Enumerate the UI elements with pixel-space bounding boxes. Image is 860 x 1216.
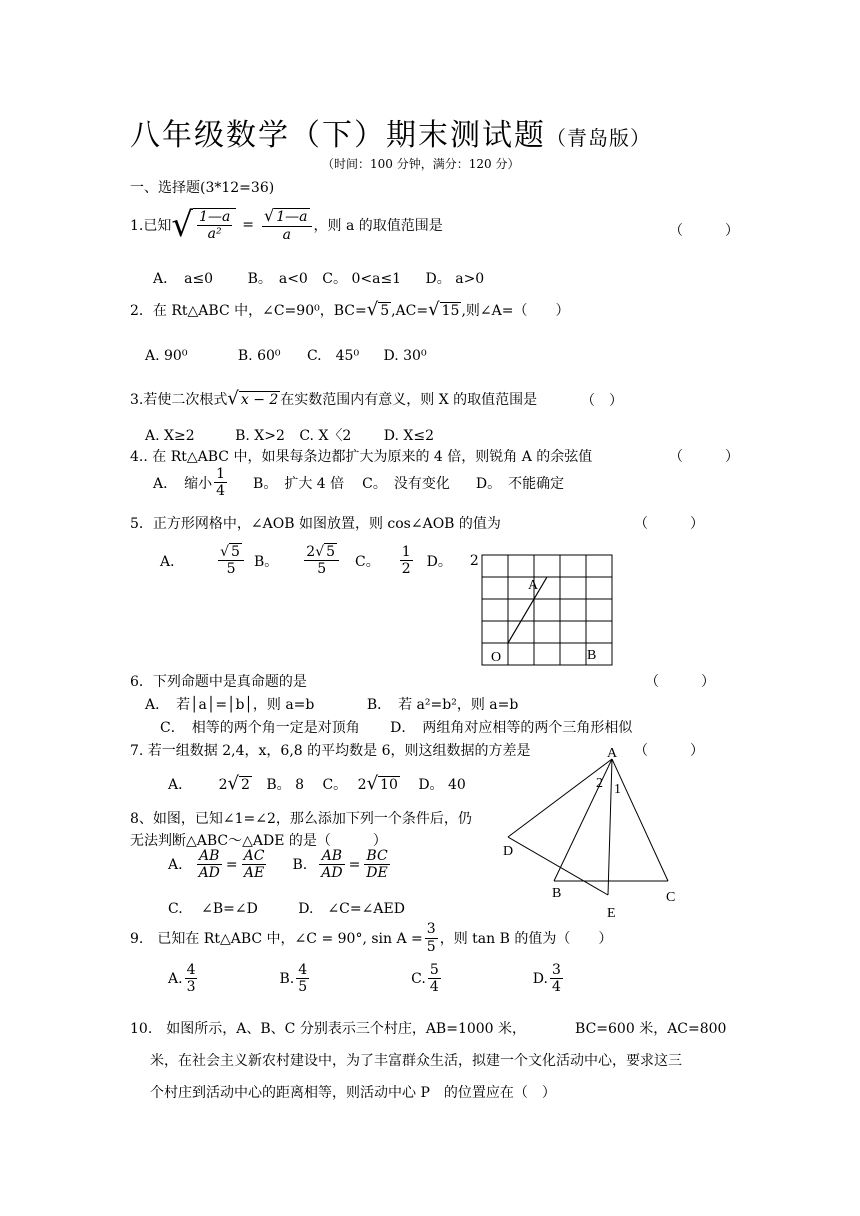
q2-option-b: B. 60⁰	[237, 348, 281, 364]
question-5: 5．正方形网格中，∠AOB 如图放置，则 cos∠AOB 的值为	[130, 516, 501, 532]
segment-ab	[554, 759, 612, 881]
vertex-e-label: E	[607, 906, 616, 921]
q8-option-a-d2: AE	[243, 865, 265, 882]
vertex-b-label: B	[552, 886, 562, 901]
q9-option-c: C.	[411, 970, 426, 987]
q9-option-a-num: 4	[186, 962, 196, 978]
q3-lead: 3.若使二次根式	[130, 392, 228, 408]
q2-option-d: D. 30⁰	[383, 348, 427, 364]
q5-option-a-num: 5	[231, 544, 240, 560]
q9-option-a: A.	[168, 970, 183, 987]
q9-option-b-den: 5	[298, 979, 308, 996]
question-6: 6．下列命题中是真命题的是	[130, 674, 307, 690]
q9-option-d-num: 3	[551, 962, 561, 978]
question-3: 3.若使二次根式√ x − 2 在实数范围内有意义，则 X 的取值范围是	[130, 388, 538, 409]
question-2: 2．在 Rt△ABC 中，∠C=90⁰，BC=√ 5 ,AC=√ 15 ,则∠A=（ ）	[130, 299, 570, 320]
angle-2-label: 2	[596, 776, 603, 791]
q9-option-d: D.	[532, 970, 548, 987]
q9-option-d-den: 4	[551, 979, 561, 996]
q6-option-c: C． 相等的两个角一定是对顶角	[160, 720, 360, 736]
vertex-a-label: A	[607, 746, 618, 761]
point-a-label: A	[528, 578, 539, 593]
point-o-label: O	[491, 650, 502, 665]
q3-options	[145, 425, 434, 445]
q7-option-c-coef: 2	[357, 777, 367, 793]
q1-options	[153, 268, 484, 288]
q9-option-b-num: 4	[298, 962, 308, 978]
q1-rden: a	[282, 226, 291, 243]
q1-option-d: D。 a>0	[425, 271, 485, 287]
q3-option-d: D. X≤2	[383, 428, 435, 444]
q1-option-a: A． a≤0	[153, 271, 214, 287]
q5-option-a: A．	[160, 553, 185, 570]
q5-option-c-den: 2	[401, 561, 411, 578]
q8-option-d: D. ∠C=∠AED	[298, 901, 405, 917]
q2-mid: ,AC=	[391, 303, 429, 319]
q1-option-b: B。 a<0	[247, 271, 308, 287]
q5-grid-figure	[480, 553, 615, 668]
q9-option-c-num: 5	[429, 962, 439, 978]
q9-option-a-den: 3	[186, 979, 196, 996]
q5-answer-bracket: （ ）	[634, 516, 704, 532]
q9-sin-den: 5	[426, 938, 436, 955]
q4-option-b: B。 扩大 4 倍	[253, 475, 345, 492]
q8-option-b-d2: DE	[366, 865, 388, 882]
question-10-line-1: 10. 如图所示，A、B、C 分别表示三个村庄，AB=1000 米， BC=600 米，AC=800	[130, 1021, 727, 1037]
q3-radicand: x − 2	[240, 392, 279, 408]
q8-option-b-n2: BC	[364, 848, 389, 865]
q6-option-d: D． 两组角对应相等的两个三角形相似	[390, 720, 633, 736]
vertex-c-label: C	[666, 890, 676, 905]
question-8-line-1: 8、如图，已知∠1=∠2，那么添加下列一个条件后，仍	[130, 811, 472, 827]
q9-option-c-den: 4	[429, 979, 439, 996]
q8-option-a: A.	[168, 856, 183, 873]
q8-option-a-d1: AD	[198, 865, 220, 882]
q6-options-row-2	[160, 717, 632, 737]
q8-option-a-n2: AC	[243, 848, 265, 864]
q8-option-b-n1: AB	[319, 848, 344, 865]
q1-answer-bracket: （ ）	[669, 223, 739, 239]
q2-option-a: A. 90⁰	[145, 348, 188, 364]
q6-option-b: B． 若 a²=b²，则 a=b	[366, 697, 519, 713]
q5-option-b: B。	[253, 553, 279, 570]
q3-option-b: B. X>2	[235, 428, 285, 444]
q4-option-c: C。 没有变化	[362, 475, 450, 492]
q3-tail: 在实数范围内有意义，则 X 的取值范围是	[280, 392, 538, 408]
q5-option-d: D。	[426, 553, 452, 570]
q7-option-a: A．	[168, 777, 193, 793]
q8-option-c: C. ∠B=∠D	[168, 901, 258, 917]
segment-ae	[608, 759, 612, 895]
q4-options	[153, 466, 564, 499]
q8-options-row-2	[168, 898, 405, 918]
segment-ac	[612, 759, 668, 881]
q4-option-a-num: 1	[216, 466, 226, 482]
q8-option-a-n1: AB	[197, 848, 222, 865]
q6-option-a: A． 若│a│=│b│，则 a=b	[145, 697, 315, 713]
vertex-d-label: D	[503, 844, 514, 859]
q1-den: a²	[207, 226, 222, 242]
q4-option-d: D。 不能确定	[475, 475, 565, 492]
q4-answer-bracket: （ ）	[669, 449, 739, 465]
q7-option-c: C。	[322, 777, 348, 793]
q3-answer-bracket: （ ）	[581, 393, 623, 409]
q2-ac-value: 15	[441, 303, 460, 319]
q7-option-b: B。 8	[266, 777, 305, 793]
q8-triangle-figure	[500, 745, 690, 925]
q5-options: A． $\frac{√ 5}{5}$ B。 $\frac{2√ 5}{5}$ C。 $\frac{1}{2}$ D。 2	[160, 544, 479, 578]
q7-options: A． 2√ 2 B。 8 C。 2√ 10 D。 40	[168, 773, 466, 794]
question-9	[130, 916, 612, 960]
q6-options-row-1	[145, 694, 518, 714]
q1-tail: ，则 a 的取值范围是	[313, 218, 443, 234]
q5-option-b-coef: 2	[306, 544, 316, 560]
angle-1-label: 1	[614, 782, 621, 797]
q7-option-a-rad: 2	[240, 777, 250, 793]
question-4: 4.. 在 Rt△ABC 中，如果每条边都扩大为原来的 4 倍，则锐角 A 的余弦值	[130, 449, 593, 465]
q7-option-c-rad: 10	[380, 777, 398, 793]
q2-options	[145, 345, 427, 365]
q9-option-b: B.	[279, 970, 295, 987]
segment-ad	[508, 759, 612, 837]
q5-option-b-den: 5	[317, 561, 327, 578]
q3-option-a: A. X≥2	[145, 428, 195, 444]
q2-lead: 2．在 Rt△ABC 中，∠C=90⁰，BC=	[130, 303, 367, 319]
q9-options	[168, 962, 565, 995]
question-7: 7. 若一组数据 2,4，x，6,8 的平均数是 6，则这组数据的方差是	[130, 743, 531, 759]
point-b-label: B	[587, 648, 597, 663]
q8-option-b: B.	[292, 856, 308, 873]
q2-option-c: C. 45⁰	[306, 348, 360, 364]
q8-option-b-d1: AD	[321, 865, 343, 882]
q5-option-a-den: 5	[226, 561, 236, 578]
q2-bc-value: 5	[380, 303, 390, 319]
q5-option-b-num: 5	[326, 544, 336, 560]
question-1: 1.已知 √ $\frac{1—a}{\text{a²}}$ = $\frac{√ 1—a}{a}$ ，则 a 的取值范围是	[130, 205, 443, 245]
q7-answer-bracket: （ ）	[634, 743, 704, 759]
q2-tail: ,则∠A=（ ）	[461, 303, 570, 319]
question-10-line-3: 个村庄到活动中心的距离相等，则活动中心 P 的位置应在（ ）	[150, 1085, 556, 1101]
q1-option-c: C。 0<a≤1	[322, 271, 402, 287]
q1-num: 1—a	[199, 208, 231, 225]
title-edition: （青岛版）	[546, 126, 651, 150]
q1-radicand	[193, 208, 236, 242]
q4-option-a-den: 4	[216, 483, 226, 500]
radical-sign: √	[171, 205, 194, 245]
q5-option-d-value: 2	[469, 552, 479, 569]
q9-sin-num: 3	[426, 921, 436, 938]
question-10-line-2: 米，在社会主义新农村建设中，为了丰富群众生活，拟建一个文化活动中心，要求这三	[150, 1053, 682, 1069]
section-heading: 一、选择题(3*12=36)	[130, 180, 275, 196]
q3-option-c: C. X〈2	[299, 428, 352, 444]
q1-lead: 1.已知	[130, 218, 172, 234]
title-main: 八年级数学（下）期末测试题	[130, 118, 546, 153]
q4-option-a: A． 缩小	[153, 475, 213, 492]
q5-option-c: C。	[355, 553, 380, 570]
q6-answer-bracket: （ ）	[645, 674, 715, 690]
page-title	[130, 110, 651, 154]
page-subtitle: （时间：100 分钟，满分：120 分）	[322, 157, 520, 171]
q9-tail: ，则 tan B 的值为（ ）	[439, 931, 613, 947]
q7-option-a-coef: 2	[218, 777, 228, 793]
q9-lead: 9. 已知在 Rt△ABC 中，∠C = 90°, sin A =	[130, 931, 423, 947]
q7-option-d: D。 40	[418, 777, 466, 793]
q5-option-c-num: 1	[401, 544, 411, 560]
question-8-line-2: 无法判断△ABC～△ADE 的是（ ）	[130, 833, 387, 849]
q1-rnum: 1—a	[276, 209, 308, 226]
q8-options-row-1: A. $\frac{AB}{AD}$ = $\frac{AC}{AE}$ B. $\frac{AB}{AD}$ = $\frac{BC}{DE}$	[168, 848, 388, 882]
